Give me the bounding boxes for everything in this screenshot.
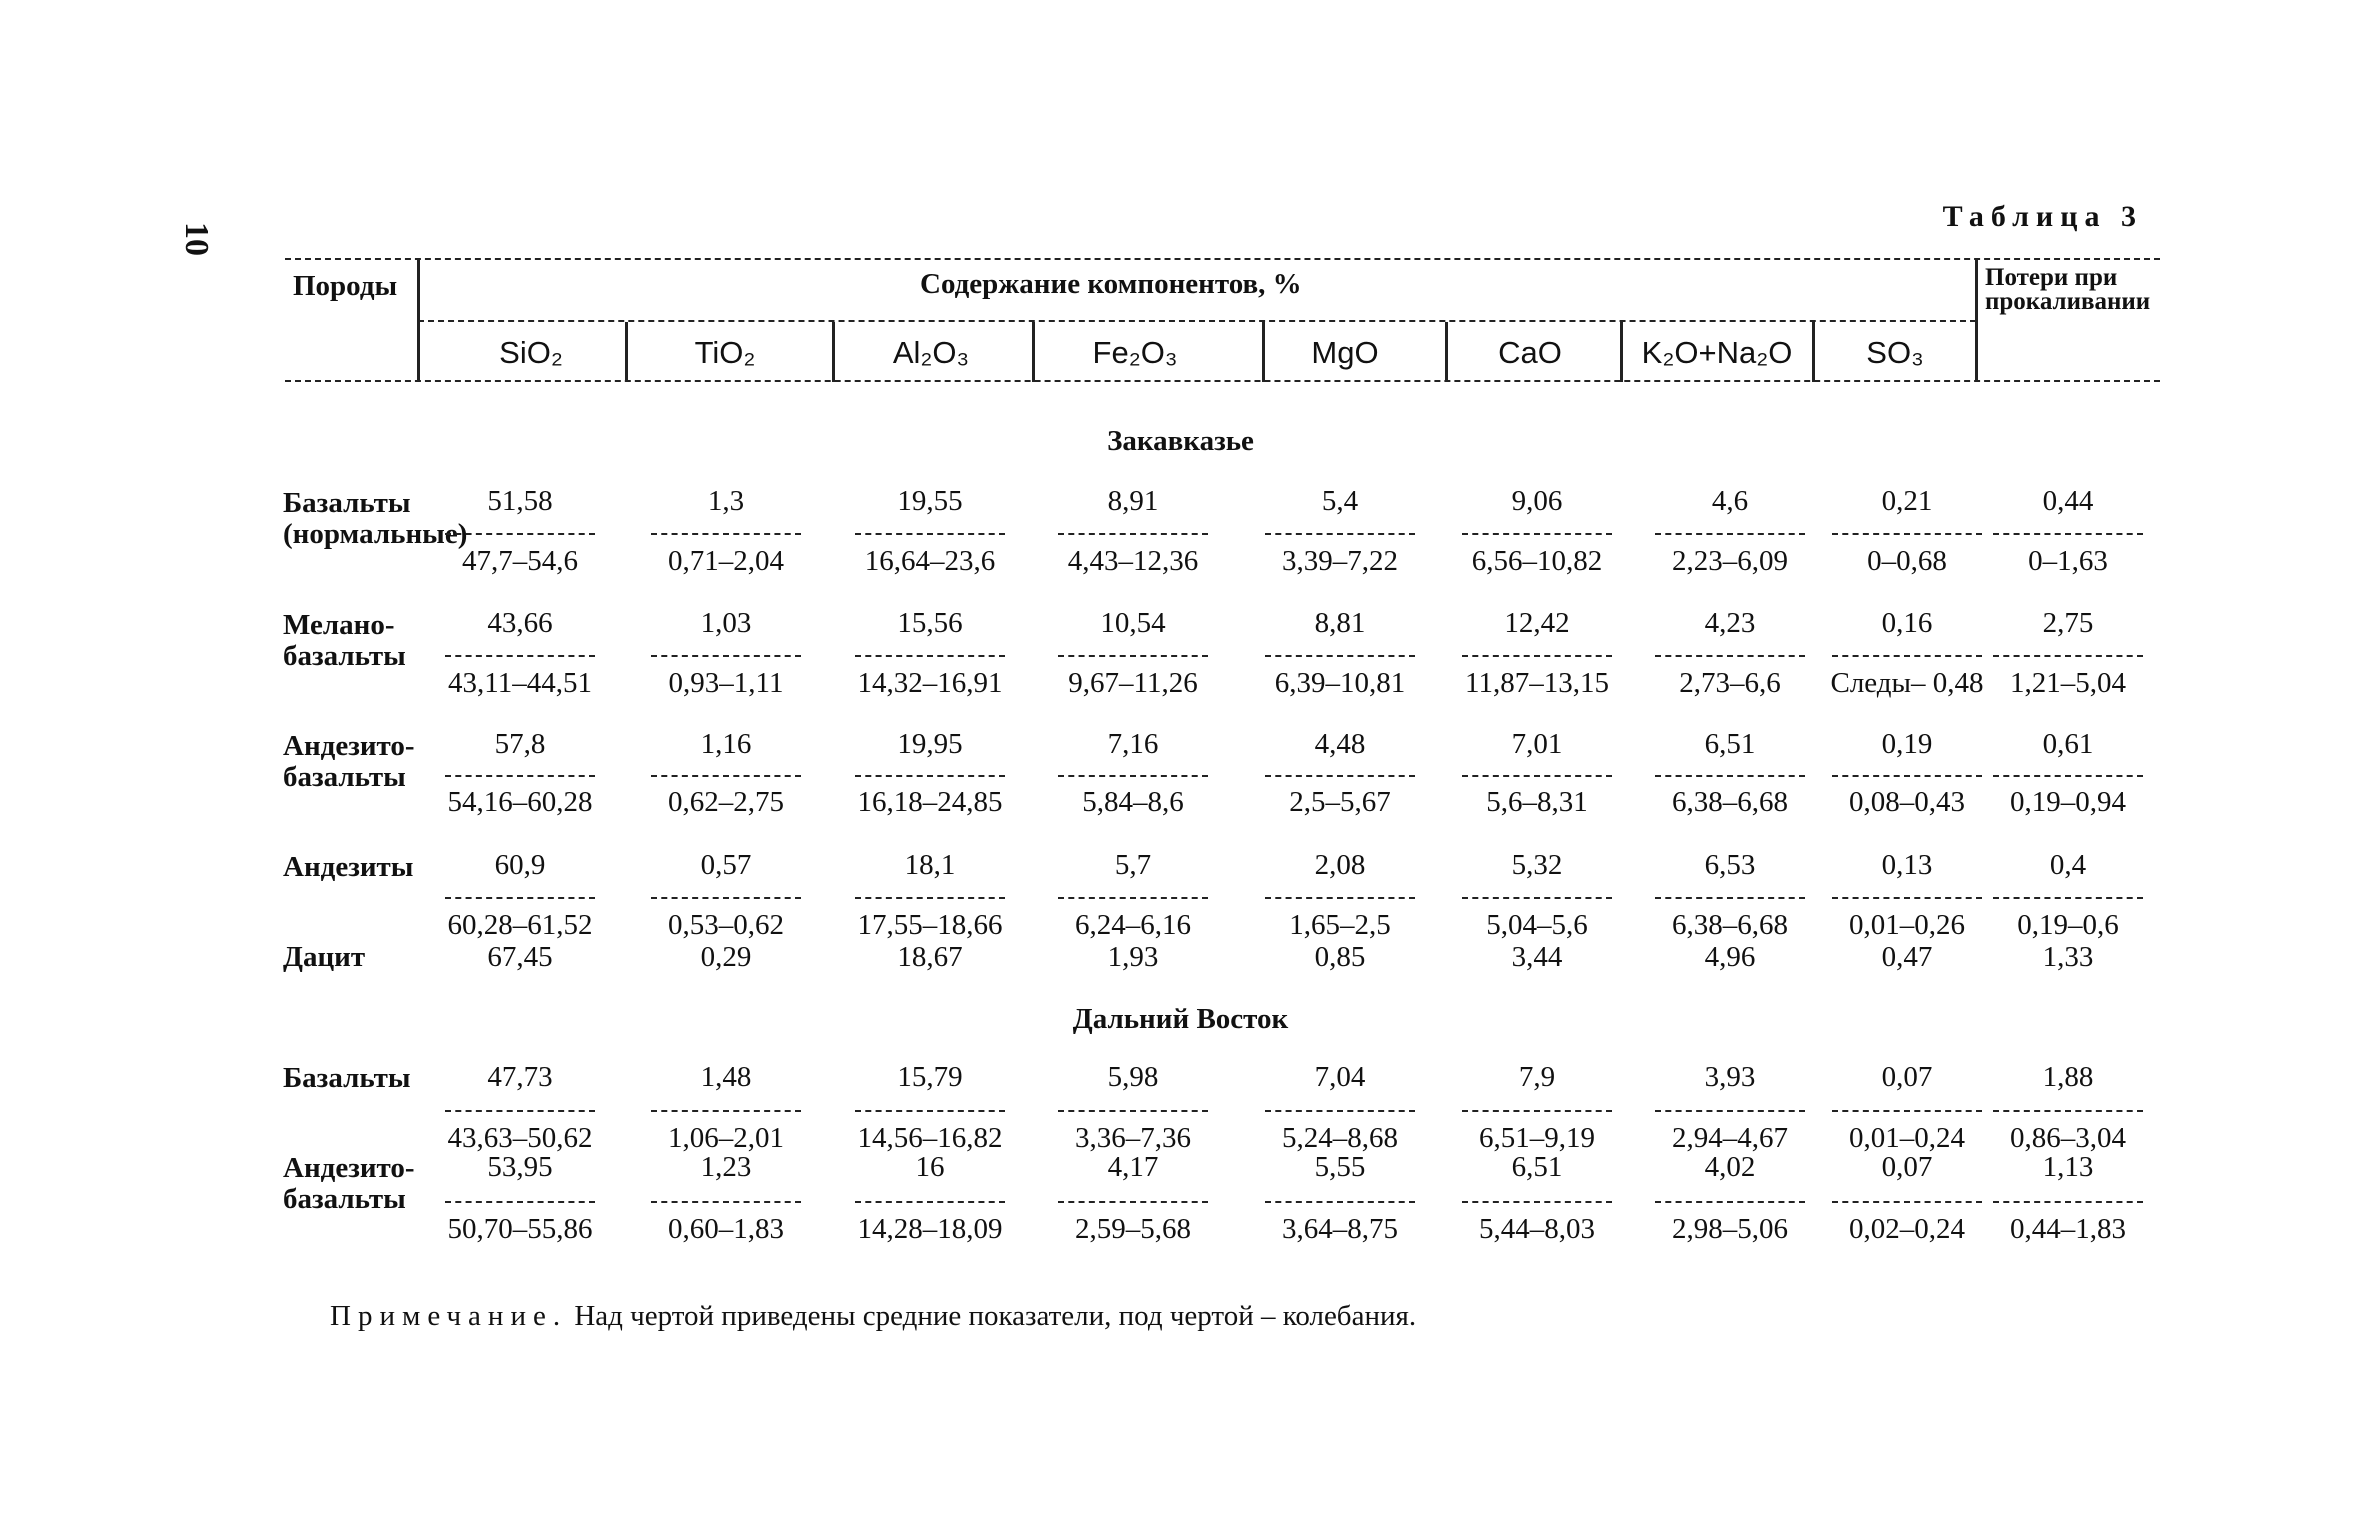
fraction-rule (1655, 655, 1805, 657)
average-value: 6,51 (1704, 728, 1756, 760)
fraction-rule (1462, 1201, 1612, 1203)
average-value: 0,19 (1881, 728, 1933, 760)
range-value: 0,93–1,11 (668, 667, 784, 699)
fraction-rule (445, 775, 595, 777)
average-value: 3,93 (1704, 1061, 1756, 1093)
header-divider (417, 260, 420, 382)
header-divider (625, 322, 628, 382)
average-value: 53,95 (487, 1151, 553, 1183)
range-value: 1,06–2,01 (668, 1122, 784, 1154)
average-value: 1,93 (1107, 941, 1159, 973)
rock-name: Андезито-базальты (283, 1152, 415, 1215)
fraction-rule (1058, 897, 1208, 899)
header-divider (1262, 322, 1265, 382)
range-value: 6,24–6,16 (1075, 909, 1191, 941)
fraction-rule (1265, 1110, 1415, 1112)
section-title: Дальний Восток (1072, 1003, 1289, 1035)
header-bottom-rule (285, 380, 2160, 382)
range-value: 3,64–8,75 (1282, 1213, 1398, 1245)
fraction-rule (1462, 1110, 1612, 1112)
average-value: 0,21 (1881, 485, 1933, 517)
fraction-rule (1655, 897, 1805, 899)
fraction-rule (1265, 775, 1415, 777)
average-value: 1,3 (707, 485, 745, 517)
range-value: 5,84–8,6 (1082, 786, 1184, 818)
average-value: 5,98 (1107, 1061, 1159, 1093)
fraction-rule (1058, 775, 1208, 777)
range-value: 1,21–5,04 (2010, 667, 2126, 699)
fraction-rule (1058, 1110, 1208, 1112)
average-value: 4,23 (1704, 607, 1756, 639)
average-value: 1,13 (2042, 1151, 2094, 1183)
average-value: 0,16 (1881, 607, 1933, 639)
fraction-rule (1993, 1201, 2143, 1203)
fraction-rule (1462, 897, 1612, 899)
range-value: 43,11–44,51 (448, 667, 592, 699)
rock-name: Андезито-базальты (283, 730, 415, 793)
range-value: 0,01–0,26 (1849, 909, 1965, 941)
fraction-rule (1265, 655, 1415, 657)
average-value: 0,61 (2042, 728, 2094, 760)
average-value: 3,44 (1511, 941, 1563, 973)
fraction-rule (855, 655, 1005, 657)
average-value: 4,48 (1314, 728, 1366, 760)
range-value: 0,60–1,83 (668, 1213, 784, 1245)
range-value: Следы– 0,48 (1830, 667, 1984, 699)
range-value: 1,65–2,5 (1289, 909, 1391, 941)
average-value: 19,55 (897, 485, 963, 517)
header-divider (1812, 322, 1815, 382)
range-value: 6,38–6,68 (1672, 909, 1788, 941)
range-value: 16,18–24,85 (857, 786, 1003, 818)
range-value: 50,70–55,86 (447, 1213, 593, 1245)
fraction-rule (1058, 533, 1208, 535)
fraction-rule (1832, 1110, 1982, 1112)
component-fe2o3: Fe₂O₃ (1092, 335, 1178, 370)
range-value: 0–0,68 (1867, 545, 1947, 577)
average-value: 0,85 (1314, 941, 1366, 973)
range-value: 9,67–11,26 (1068, 667, 1198, 699)
range-value: 54,16–60,28 (447, 786, 593, 818)
fraction-rule (855, 1201, 1005, 1203)
header-divider (832, 322, 835, 382)
average-value: 57,8 (494, 728, 546, 760)
fraction-rule (1265, 897, 1415, 899)
range-value: 5,04–5,6 (1486, 909, 1588, 941)
range-value: 0,01–0,24 (1849, 1122, 1965, 1154)
average-value: 4,02 (1704, 1151, 1756, 1183)
average-value: 5,7 (1114, 849, 1152, 881)
fraction-rule (1265, 533, 1415, 535)
average-value: 0,47 (1881, 941, 1933, 973)
average-value: 4,17 (1107, 1151, 1159, 1183)
range-value: 6,39–10,81 (1274, 667, 1406, 699)
range-value: 14,32–16,91 (857, 667, 1003, 699)
fraction-rule (651, 775, 801, 777)
loss-header: Потери при прокаливании (1985, 264, 2151, 315)
fraction-rule (1655, 533, 1805, 535)
average-value: 1,33 (2042, 941, 2094, 973)
page-number: 10 (178, 222, 215, 256)
note-text: Над чертой приведены средние показатели, под чертой – колебания. (574, 1300, 1417, 1332)
average-value: 9,06 (1511, 485, 1563, 517)
fraction-rule (651, 1110, 801, 1112)
average-value: 7,9 (1518, 1061, 1556, 1093)
fraction-rule (1832, 1201, 1982, 1203)
range-value: 4,43–12,36 (1067, 545, 1199, 577)
content-header: Содержание компонентов, % (920, 268, 1302, 300)
average-value: 19,95 (897, 728, 963, 760)
range-value: 0,44–1,83 (2010, 1213, 2126, 1245)
average-value: 67,45 (487, 941, 553, 973)
average-value: 60,9 (494, 849, 546, 881)
average-value: 0,57 (700, 849, 752, 881)
average-value: 1,88 (2042, 1061, 2094, 1093)
fraction-rule (1462, 775, 1612, 777)
average-value: 7,04 (1314, 1061, 1366, 1093)
fraction-rule (651, 1201, 801, 1203)
component-cao: CaO (1498, 335, 1562, 370)
component-al2o3: Al₂O₃ (892, 335, 970, 370)
fraction-rule (445, 1110, 595, 1112)
range-value: 6,38–6,68 (1672, 786, 1788, 818)
average-value: 1,23 (700, 1151, 752, 1183)
range-value: 0–1,63 (2028, 545, 2108, 577)
table-note (330, 1300, 1416, 1333)
average-value: 6,53 (1704, 849, 1756, 881)
fraction-rule (1832, 775, 1982, 777)
average-value: 16 (915, 1151, 945, 1183)
average-value: 18,1 (904, 849, 956, 881)
average-value: 5,55 (1314, 1151, 1366, 1183)
range-value: 16,64–23,6 (864, 545, 996, 577)
range-value: 60,28–61,52 (447, 909, 593, 941)
fraction-rule (445, 1201, 595, 1203)
fraction-rule (1993, 655, 2143, 657)
header-top-rule (285, 258, 2160, 260)
fraction-rule (445, 897, 595, 899)
note-label: Примечание. (330, 1300, 568, 1332)
range-value: 2,73–6,6 (1679, 667, 1781, 699)
range-value: 0,19–0,6 (2017, 909, 2119, 941)
header-divider (1445, 322, 1448, 382)
fraction-rule (1832, 897, 1982, 899)
range-value: 2,5–5,67 (1289, 786, 1391, 818)
average-value: 1,48 (700, 1061, 752, 1093)
range-value: 0,02–0,24 (1849, 1213, 1965, 1245)
range-value: 0,19–0,94 (2010, 786, 2126, 818)
fraction-rule (445, 533, 595, 535)
average-value: 0,4 (2049, 849, 2087, 881)
rock-name: Дацит (283, 941, 366, 973)
average-value: 0,29 (700, 941, 752, 973)
range-value: 0,86–3,04 (2010, 1122, 2126, 1154)
fraction-rule (1993, 775, 2143, 777)
component-sio2: SiO₂ (499, 335, 563, 370)
rock-name: Базальты (нормальные) (283, 487, 468, 550)
range-value: 2,98–5,06 (1672, 1213, 1788, 1245)
average-value: 43,66 (487, 607, 553, 639)
fraction-rule (855, 897, 1005, 899)
table-caption: Таблица 3 (1942, 200, 2143, 233)
fraction-rule (1655, 775, 1805, 777)
range-value: 3,39–7,22 (1282, 545, 1398, 577)
fraction-rule (1655, 1201, 1805, 1203)
fraction-rule (1832, 655, 1982, 657)
fraction-rule (1993, 533, 2143, 535)
average-value: 10,54 (1100, 607, 1166, 639)
fraction-rule (1058, 655, 1208, 657)
header-divider (1975, 258, 1978, 382)
fraction-rule (651, 655, 801, 657)
range-value: 0,53–0,62 (668, 909, 784, 941)
rock-name: Базальты (283, 1062, 411, 1094)
range-value: 0,71–2,04 (668, 545, 784, 577)
average-value: 12,42 (1504, 607, 1570, 639)
average-value: 47,73 (487, 1061, 553, 1093)
range-value: 14,56–16,82 (857, 1122, 1003, 1154)
range-value: 43,63–50,62 (447, 1122, 593, 1154)
fraction-rule (855, 1110, 1005, 1112)
rock-name: Мелано-базальты (283, 609, 406, 672)
range-value: 6,56–10,82 (1471, 545, 1603, 577)
rock-name: Андезиты (283, 851, 414, 883)
average-value: 2,75 (2042, 607, 2094, 639)
range-value: 17,55–18,66 (857, 909, 1003, 941)
average-value: 6,51 (1511, 1151, 1563, 1183)
average-value: 4,6 (1711, 485, 1749, 517)
fraction-rule (1265, 1201, 1415, 1203)
average-value: 15,56 (897, 607, 963, 639)
range-value: 0,08–0,43 (1849, 786, 1965, 818)
header-mid-rule (418, 320, 1976, 322)
average-value: 7,16 (1107, 728, 1159, 760)
fraction-rule (1993, 897, 2143, 899)
fraction-rule (1462, 655, 1612, 657)
range-value: 3,36–7,36 (1075, 1122, 1191, 1154)
component-mgo: MgO (1311, 335, 1379, 370)
average-value: 18,67 (897, 941, 963, 973)
section-title: Закавказье (1107, 425, 1254, 457)
average-value: 5,4 (1321, 485, 1359, 517)
component-tio2: TiO₂ (694, 335, 756, 370)
average-value: 0,07 (1881, 1061, 1933, 1093)
range-value: 6,51–9,19 (1479, 1122, 1595, 1154)
range-value: 5,44–8,03 (1479, 1213, 1595, 1245)
average-value: 7,01 (1511, 728, 1563, 760)
fraction-rule (1462, 533, 1612, 535)
fraction-rule (1993, 1110, 2143, 1112)
average-value: 0,44 (2042, 485, 2094, 517)
fraction-rule (651, 897, 801, 899)
range-value: 11,87–13,15 (1465, 667, 1609, 699)
range-value: 5,24–8,68 (1282, 1122, 1398, 1154)
average-value: 0,07 (1881, 1151, 1933, 1183)
range-value: 2,23–6,09 (1672, 545, 1788, 577)
range-value: 0,62–2,75 (668, 786, 784, 818)
fraction-rule (855, 775, 1005, 777)
average-value: 5,32 (1511, 849, 1563, 881)
average-value: 2,08 (1314, 849, 1366, 881)
fraction-rule (1058, 1201, 1208, 1203)
average-value: 0,13 (1881, 849, 1933, 881)
average-value: 15,79 (897, 1061, 963, 1093)
average-value: 8,81 (1314, 607, 1366, 639)
average-value: 8,91 (1107, 485, 1159, 517)
fraction-rule (445, 655, 595, 657)
average-value: 4,96 (1704, 941, 1756, 973)
fraction-rule (1655, 1110, 1805, 1112)
component-so3: SO₃ (1866, 335, 1924, 370)
component-k2o-na2o: K₂O+Na₂O (1641, 335, 1793, 370)
header-divider (1032, 322, 1035, 382)
fraction-rule (651, 533, 801, 535)
range-value: 14,28–18,09 (857, 1213, 1003, 1245)
average-value: 1,03 (700, 607, 752, 639)
rocks-header: Породы (293, 270, 398, 302)
range-value: 2,94–4,67 (1672, 1122, 1788, 1154)
average-value: 1,16 (700, 728, 752, 760)
range-value: 2,59–5,68 (1075, 1213, 1191, 1245)
range-value: 5,6–8,31 (1486, 786, 1588, 818)
average-value: 51,58 (487, 485, 553, 517)
fraction-rule (1832, 533, 1982, 535)
fraction-rule (855, 533, 1005, 535)
range-value: 47,7–54,6 (462, 545, 578, 577)
